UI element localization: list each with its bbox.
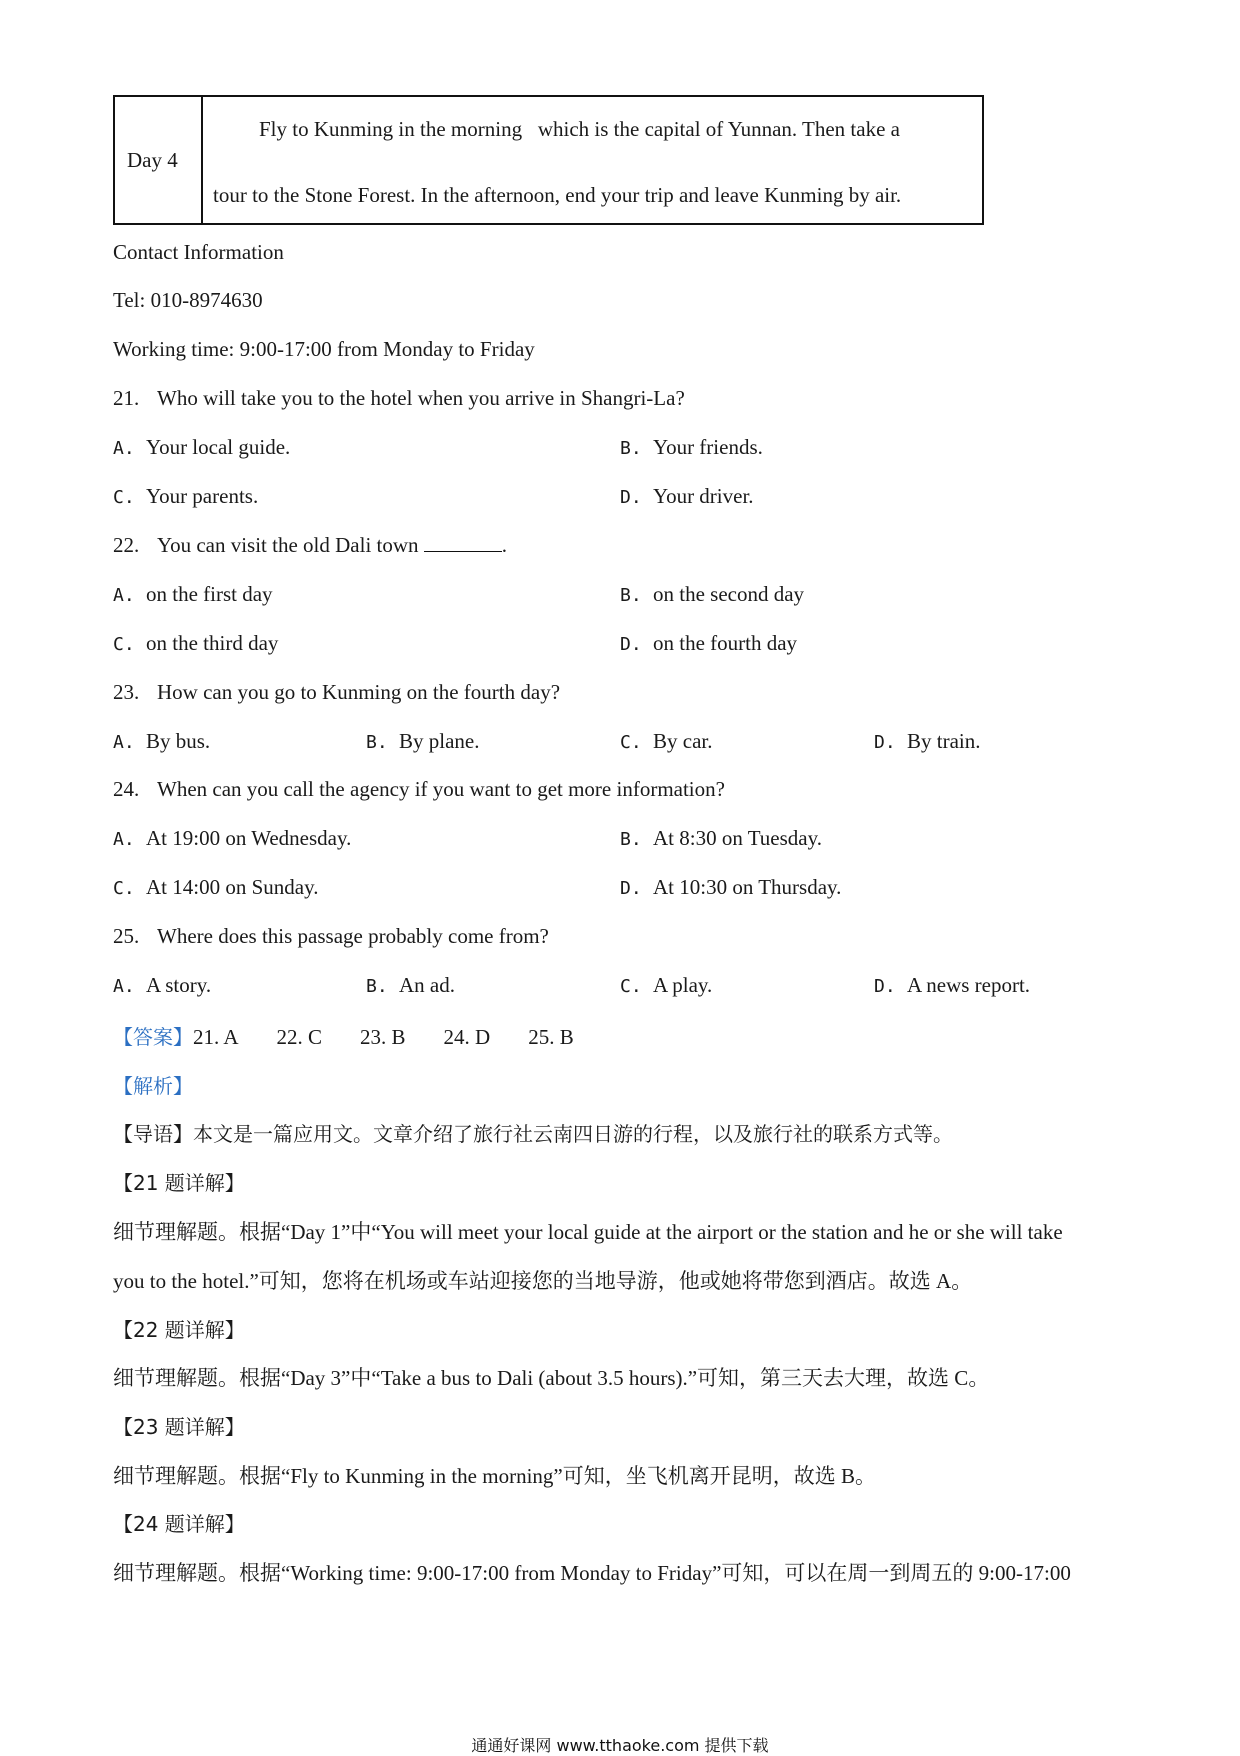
option-22-c — [113, 631, 278, 656]
q23-heading: 【23 题详解】 — [113, 1415, 245, 1439]
question-number: 23. — [113, 680, 140, 704]
option-text: At 10:30 on Thursday. — [653, 875, 842, 899]
q24-explanation: 细节理解题。根据“Working time: 9:00-17:00 from Monday to Friday”可知，可以在周一到周五的 9:00-17:00 — [113, 1561, 1071, 1585]
option-letter: D. — [620, 878, 642, 899]
option-23-b — [366, 729, 479, 754]
option-text: By car. — [653, 729, 713, 753]
option-letter: C. — [113, 878, 135, 899]
q22-heading: 【22 题详解】 — [113, 1318, 245, 1342]
contact-heading: Contact Information — [113, 240, 284, 264]
option-letter: D. — [874, 732, 896, 753]
option-letter: A. — [113, 585, 135, 606]
option-21-a — [113, 435, 290, 460]
contact-working-time: Working time: 9:00-17:00 from Monday to Friday — [113, 337, 535, 361]
question-number: 22. — [113, 533, 140, 557]
day-label-cell — [115, 97, 203, 223]
option-letter: C. — [620, 976, 642, 997]
answer-item: 21. A — [193, 1025, 239, 1049]
option-letter: D. — [620, 634, 642, 655]
day-description-line-1: Fly to Kunming in the morning which is the capital of Yunnan. Then take a — [259, 117, 900, 141]
option-23-c — [620, 729, 712, 754]
option-22-b — [620, 582, 804, 607]
question-23 — [113, 680, 560, 705]
option-text: By plane. — [399, 729, 480, 753]
option-letter: A. — [113, 732, 135, 753]
itinerary-table — [113, 95, 984, 225]
day-description-line-2: tour to the Stone Forest. In the afternoon, end your trip and leave Kunming by air. — [213, 183, 902, 207]
answer-item: 25. B — [528, 1025, 574, 1049]
option-text: At 14:00 on Sunday. — [146, 875, 319, 899]
answer-label: 【答案】 — [113, 1025, 193, 1049]
answer-blank — [424, 533, 502, 552]
option-letter: B. — [620, 585, 642, 606]
option-text: An ad. — [399, 973, 455, 997]
option-text: At 19:00 on Wednesday. — [146, 826, 352, 850]
answer-item: 23. B — [360, 1025, 406, 1049]
option-letter: A. — [113, 438, 135, 459]
q21-heading: 【21 题详解】 — [113, 1171, 245, 1195]
option-23-d — [874, 729, 981, 754]
question-number: 25. — [113, 924, 140, 948]
option-text: Your driver. — [653, 484, 754, 508]
question-text: When can you call the agency if you want to get more information? — [157, 777, 725, 801]
option-letter: D. — [620, 487, 642, 508]
option-text: Your friends. — [653, 435, 763, 459]
option-25-a — [113, 973, 211, 998]
option-text: By bus. — [146, 729, 211, 753]
question-text: How can you go to Kunming on the fourth day? — [157, 680, 561, 704]
question-21 — [113, 386, 685, 411]
q23-explanation: 细节理解题。根据“Fly to Kunming in the morning”可知，坐飞机离开昆明，故选 B。 — [113, 1464, 876, 1488]
option-letter: A. — [113, 829, 135, 850]
option-text: Your parents. — [146, 484, 259, 508]
question-text: You can visit the old Dali town — [157, 533, 419, 557]
option-letter: B. — [366, 976, 388, 997]
option-text: A story. — [146, 973, 212, 997]
question-text: Who will take you to the hotel when you arrive in Shangri-La? — [157, 386, 685, 410]
question-24 — [113, 777, 725, 802]
day-description-cell — [203, 97, 982, 223]
contact-tel: Tel: 010-8974630 — [113, 288, 263, 312]
option-letter: A. — [113, 976, 135, 997]
option-text: A news report. — [907, 973, 1031, 997]
option-letter: C. — [113, 634, 135, 655]
answer-item: 24. D — [443, 1025, 491, 1049]
q24-heading: 【24 题详解】 — [113, 1512, 245, 1536]
option-text: Your local guide. — [146, 435, 291, 459]
page-footer: 通通好课网 www.tthaoke.com 提供下载 — [471, 1736, 769, 1755]
option-letter: B. — [620, 829, 642, 850]
option-24-a — [113, 826, 351, 851]
option-text: At 8:30 on Tuesday. — [653, 826, 822, 850]
option-text: A play. — [653, 973, 713, 997]
question-number: 24. — [113, 777, 140, 801]
question-22 — [113, 533, 507, 558]
option-letter: B. — [620, 438, 642, 459]
analysis-intro: 【导语】本文是一篇应用文。文章介绍了旅行社云南四日游的行程，以及旅行社的联系方式等。 — [113, 1122, 953, 1146]
option-text: By train. — [907, 729, 981, 753]
day-label: Day 4 — [127, 147, 178, 172]
option-21-d — [620, 484, 754, 509]
option-23-a — [113, 729, 210, 754]
question-number: 21. — [113, 386, 140, 410]
option-21-b — [620, 435, 763, 460]
option-22-d — [620, 631, 797, 656]
q21-explanation-line-1: 细节理解题。根据“Day 1”中“You will meet your local guide at the airport or the station and he or she will take — [113, 1220, 1063, 1244]
question-text: Where does this passage probably come from? — [157, 924, 549, 948]
option-22-a — [113, 582, 273, 607]
option-text: on the third day — [146, 631, 279, 655]
option-text: on the fourth day — [653, 631, 798, 655]
option-text: on the first day — [146, 582, 273, 606]
question-text-end: . — [501, 533, 508, 557]
option-letter: C. — [620, 732, 642, 753]
option-24-b — [620, 826, 822, 851]
answer-item: 22. C — [276, 1025, 323, 1049]
q22-explanation: 细节理解题。根据“Day 3”中“Take a bus to Dali (about 3.5 hours).”可知，第三天去大理，故选 C。 — [113, 1366, 990, 1390]
option-letter: D. — [874, 976, 896, 997]
question-25 — [113, 924, 549, 949]
option-21-c — [113, 484, 258, 509]
option-24-c — [113, 875, 318, 900]
option-letter: B. — [366, 732, 388, 753]
option-24-d — [620, 875, 841, 900]
option-25-b — [366, 973, 455, 998]
option-text: on the second day — [653, 582, 805, 606]
answer-line — [113, 1021, 612, 1050]
option-25-c — [620, 973, 712, 998]
option-25-d — [874, 973, 1030, 998]
q21-explanation-line-2: you to the hotel.”可知，您将在机场或车站迎接您的当地导游，他或她将带您到酒店。故选 A。 — [113, 1269, 973, 1293]
analysis-label: 【解析】 — [113, 1074, 193, 1098]
option-letter: C. — [113, 487, 135, 508]
